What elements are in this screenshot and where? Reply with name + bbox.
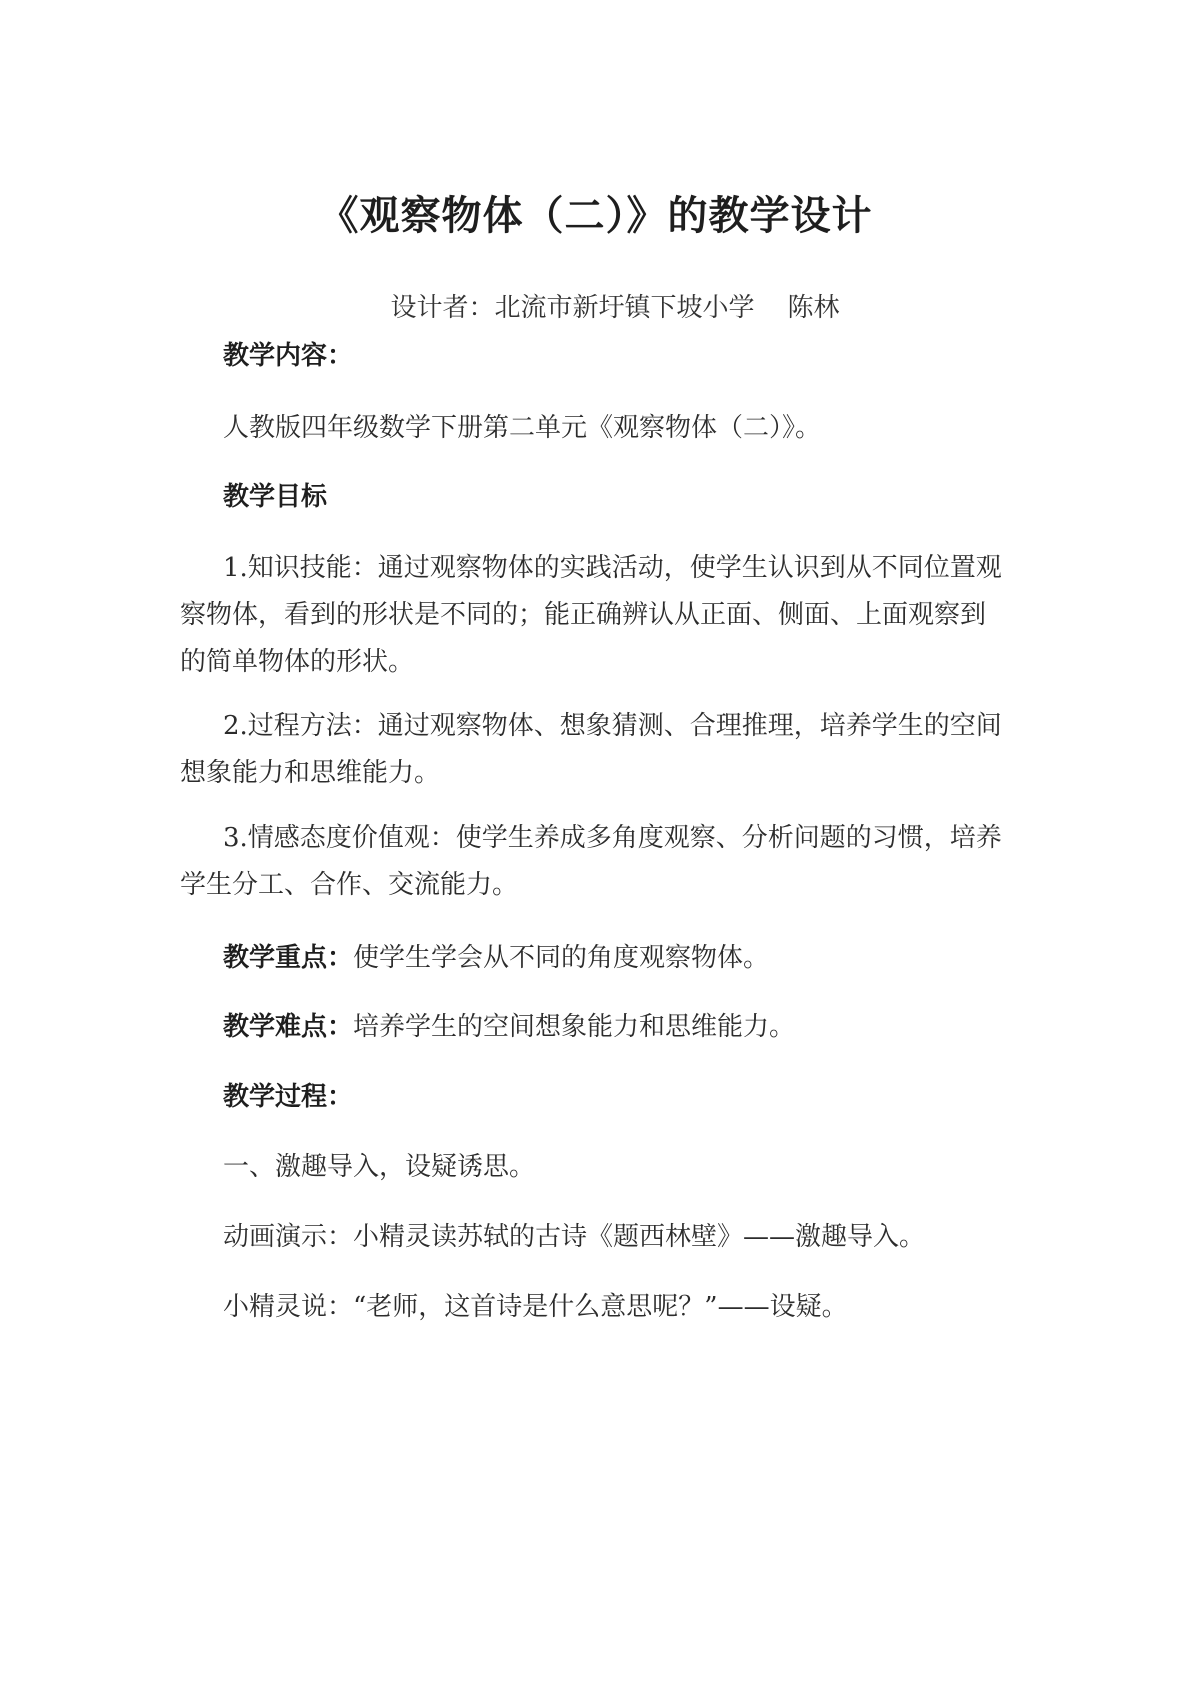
goal-item-3-text: 3.情感态度价值观：使学生养成多角度观察、分析问题的习惯，培养学生分工、合作、交流能力。 xyxy=(180,823,1002,900)
process-line-2-text: 动画演示：小精灵读苏轼的古诗《题西林壁》——激趣导入。 xyxy=(223,1222,926,1252)
author-line: 设计者：北流市新圩镇下坡小学 陈林 xyxy=(390,293,840,323)
key-point xyxy=(180,935,1010,982)
process-heading-text: 教学过程： xyxy=(223,1082,354,1112)
goal-item-1 xyxy=(180,545,1010,686)
goals-heading xyxy=(180,474,1010,521)
goal-item-2-text: 2.过程方法：通过观察物体、想象猜测、合理推理，培养学生的空间想象能力和思维能力。 xyxy=(180,711,1002,788)
process-line-2 xyxy=(180,1214,1010,1261)
goal-item-2 xyxy=(180,703,1010,797)
goals-heading-text: 教学目标 xyxy=(223,482,328,512)
document-title: 《观察物体（二）》的教学设计 xyxy=(318,193,873,239)
difficulty-point xyxy=(180,1004,1010,1051)
content-text xyxy=(180,405,1010,452)
difficulty-text: 培养学生的空间想象能力和思维能力。 xyxy=(353,1012,796,1042)
content-heading-text: 教学内容： xyxy=(223,341,354,371)
process-line-3-text: 小精灵说：“老师，这首诗是什么意思呢？”——设疑。 xyxy=(223,1292,848,1322)
key-point-text: 使学生学会从不同的角度观察物体。 xyxy=(353,943,770,973)
goal-item-3 xyxy=(180,815,1010,909)
goal-item-1-text: 1.知识技能：通过观察物体的实践活动，使学生认识到从不同位置观察物体，看到的形状是不同的；能正确辨认从正面、侧面、上面观察到的简单物体的形状。 xyxy=(180,553,1002,677)
process-line-1-text: 一、激趣导入，设疑诱思。 xyxy=(223,1152,536,1182)
process-line-1 xyxy=(180,1144,1010,1191)
content-heading xyxy=(180,333,1010,380)
content-text-value: 人教版四年级数学下册第二单元《观察物体（二）》。 xyxy=(223,413,822,443)
difficulty-label: 教学难点： xyxy=(223,1012,354,1042)
process-line-3 xyxy=(180,1284,1010,1331)
process-heading xyxy=(180,1074,1010,1121)
key-point-label: 教学重点： xyxy=(223,943,354,973)
